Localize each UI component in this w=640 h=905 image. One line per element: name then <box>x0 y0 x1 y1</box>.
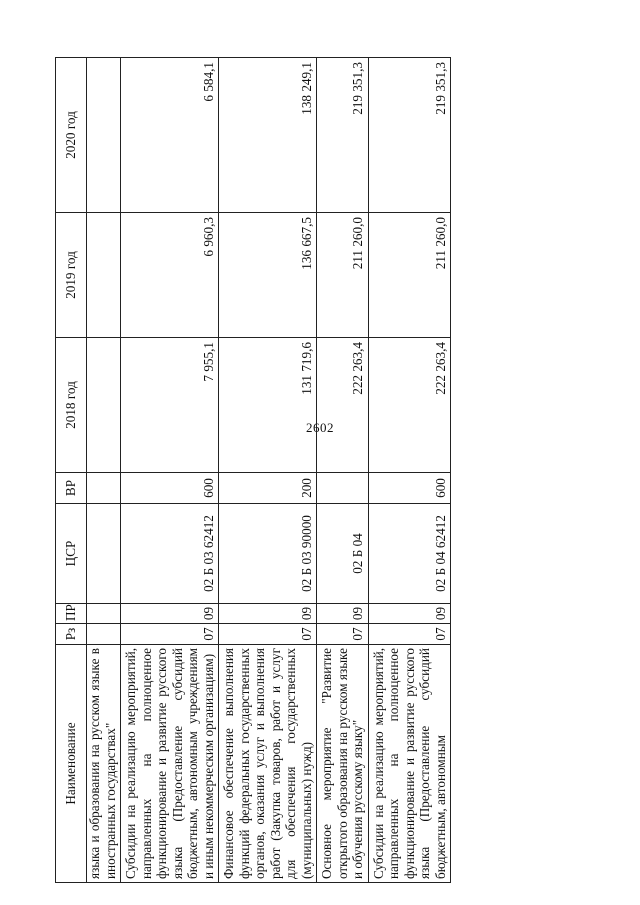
header-vr: ВР <box>56 473 87 504</box>
row-2020: 138 249,1 <box>219 58 317 213</box>
page-number: 2602 <box>306 420 334 435</box>
row-name: Субсидии на реализацию мероприятий, направленных на полноценное функционирование и развитие русского языка (Предоставление субсидий бюджетным, автономным <box>368 645 451 883</box>
table-row <box>219 58 317 883</box>
row-pr: 09 <box>219 604 317 624</box>
table-row <box>87 58 121 883</box>
row-2020: 219 351,3 <box>317 58 369 213</box>
table-row <box>368 58 451 883</box>
row-pr <box>87 604 121 624</box>
row-csr: 02 Б 04 62412 <box>368 504 451 604</box>
budget-table <box>55 57 451 883</box>
row-vr: 600 <box>121 473 219 504</box>
row-2019: 6 960,3 <box>121 213 219 338</box>
row-2018: 222 263,4 <box>368 338 451 473</box>
row-name: Основное мероприятие "Развитие открытого образования на русском языке и обучения русскому языку" <box>317 645 369 883</box>
row-name: Субсидии на реализацию мероприятий, направленных на полноценное функционирование и развитие русского языка (Предоставление субсидий бюджетным, автономным учреждениям и иным некоммерческим организациям) <box>121 645 219 883</box>
row-rz: 07 <box>219 624 317 645</box>
row-2018: 131 719,6 <box>219 338 317 473</box>
row-csr: 02 Б 03 62412 <box>121 504 219 604</box>
table-row <box>121 58 219 883</box>
row-2020: 6 584,1 <box>121 58 219 213</box>
header-2018: 2018 год <box>56 338 87 473</box>
row-vr: 200 <box>219 473 317 504</box>
row-rz: 07 <box>121 624 219 645</box>
row-2019: 211 260,0 <box>317 213 369 338</box>
row-2019: 211 260,0 <box>368 213 451 338</box>
row-csr <box>87 504 121 604</box>
header-rz: Рз <box>56 624 87 645</box>
row-name: языка и образования на русском языке в иностранных государствах" <box>87 645 121 883</box>
header-csr: ЦСР <box>56 504 87 604</box>
row-rz <box>87 624 121 645</box>
row-2019: 136 667,5 <box>219 213 317 338</box>
row-2019 <box>87 213 121 338</box>
row-2018: 222 263,4 <box>317 338 369 473</box>
table-row <box>317 58 369 883</box>
header-2019: 2019 год <box>56 213 87 338</box>
header-name: Наименование <box>56 645 87 883</box>
row-2018: 7 955,1 <box>121 338 219 473</box>
row-vr <box>87 473 121 504</box>
row-vr: 600 <box>368 473 451 504</box>
row-pr: 09 <box>317 604 369 624</box>
header-2020: 2020 год <box>56 58 87 213</box>
row-rz: 07 <box>368 624 451 645</box>
row-pr: 09 <box>121 604 219 624</box>
table-header-row <box>56 58 87 883</box>
row-2018 <box>87 338 121 473</box>
row-name: Финансовое обеспечение выполнения функций федеральных государственных органов, оказания услуг и выполнения работ (Закупка товаров, работ и услуг для обеспечения государственных (муниципальных) нужд) <box>219 645 317 883</box>
row-csr: 02 Б 04 <box>317 504 369 604</box>
row-vr <box>317 473 369 504</box>
row-rz: 07 <box>317 624 369 645</box>
row-2020: 219 351,3 <box>368 58 451 213</box>
row-pr: 09 <box>368 604 451 624</box>
header-pr: ПР <box>56 604 87 624</box>
row-2020 <box>87 58 121 213</box>
rotated-table-container <box>55 58 593 883</box>
row-csr: 02 Б 03 90000 <box>219 504 317 604</box>
